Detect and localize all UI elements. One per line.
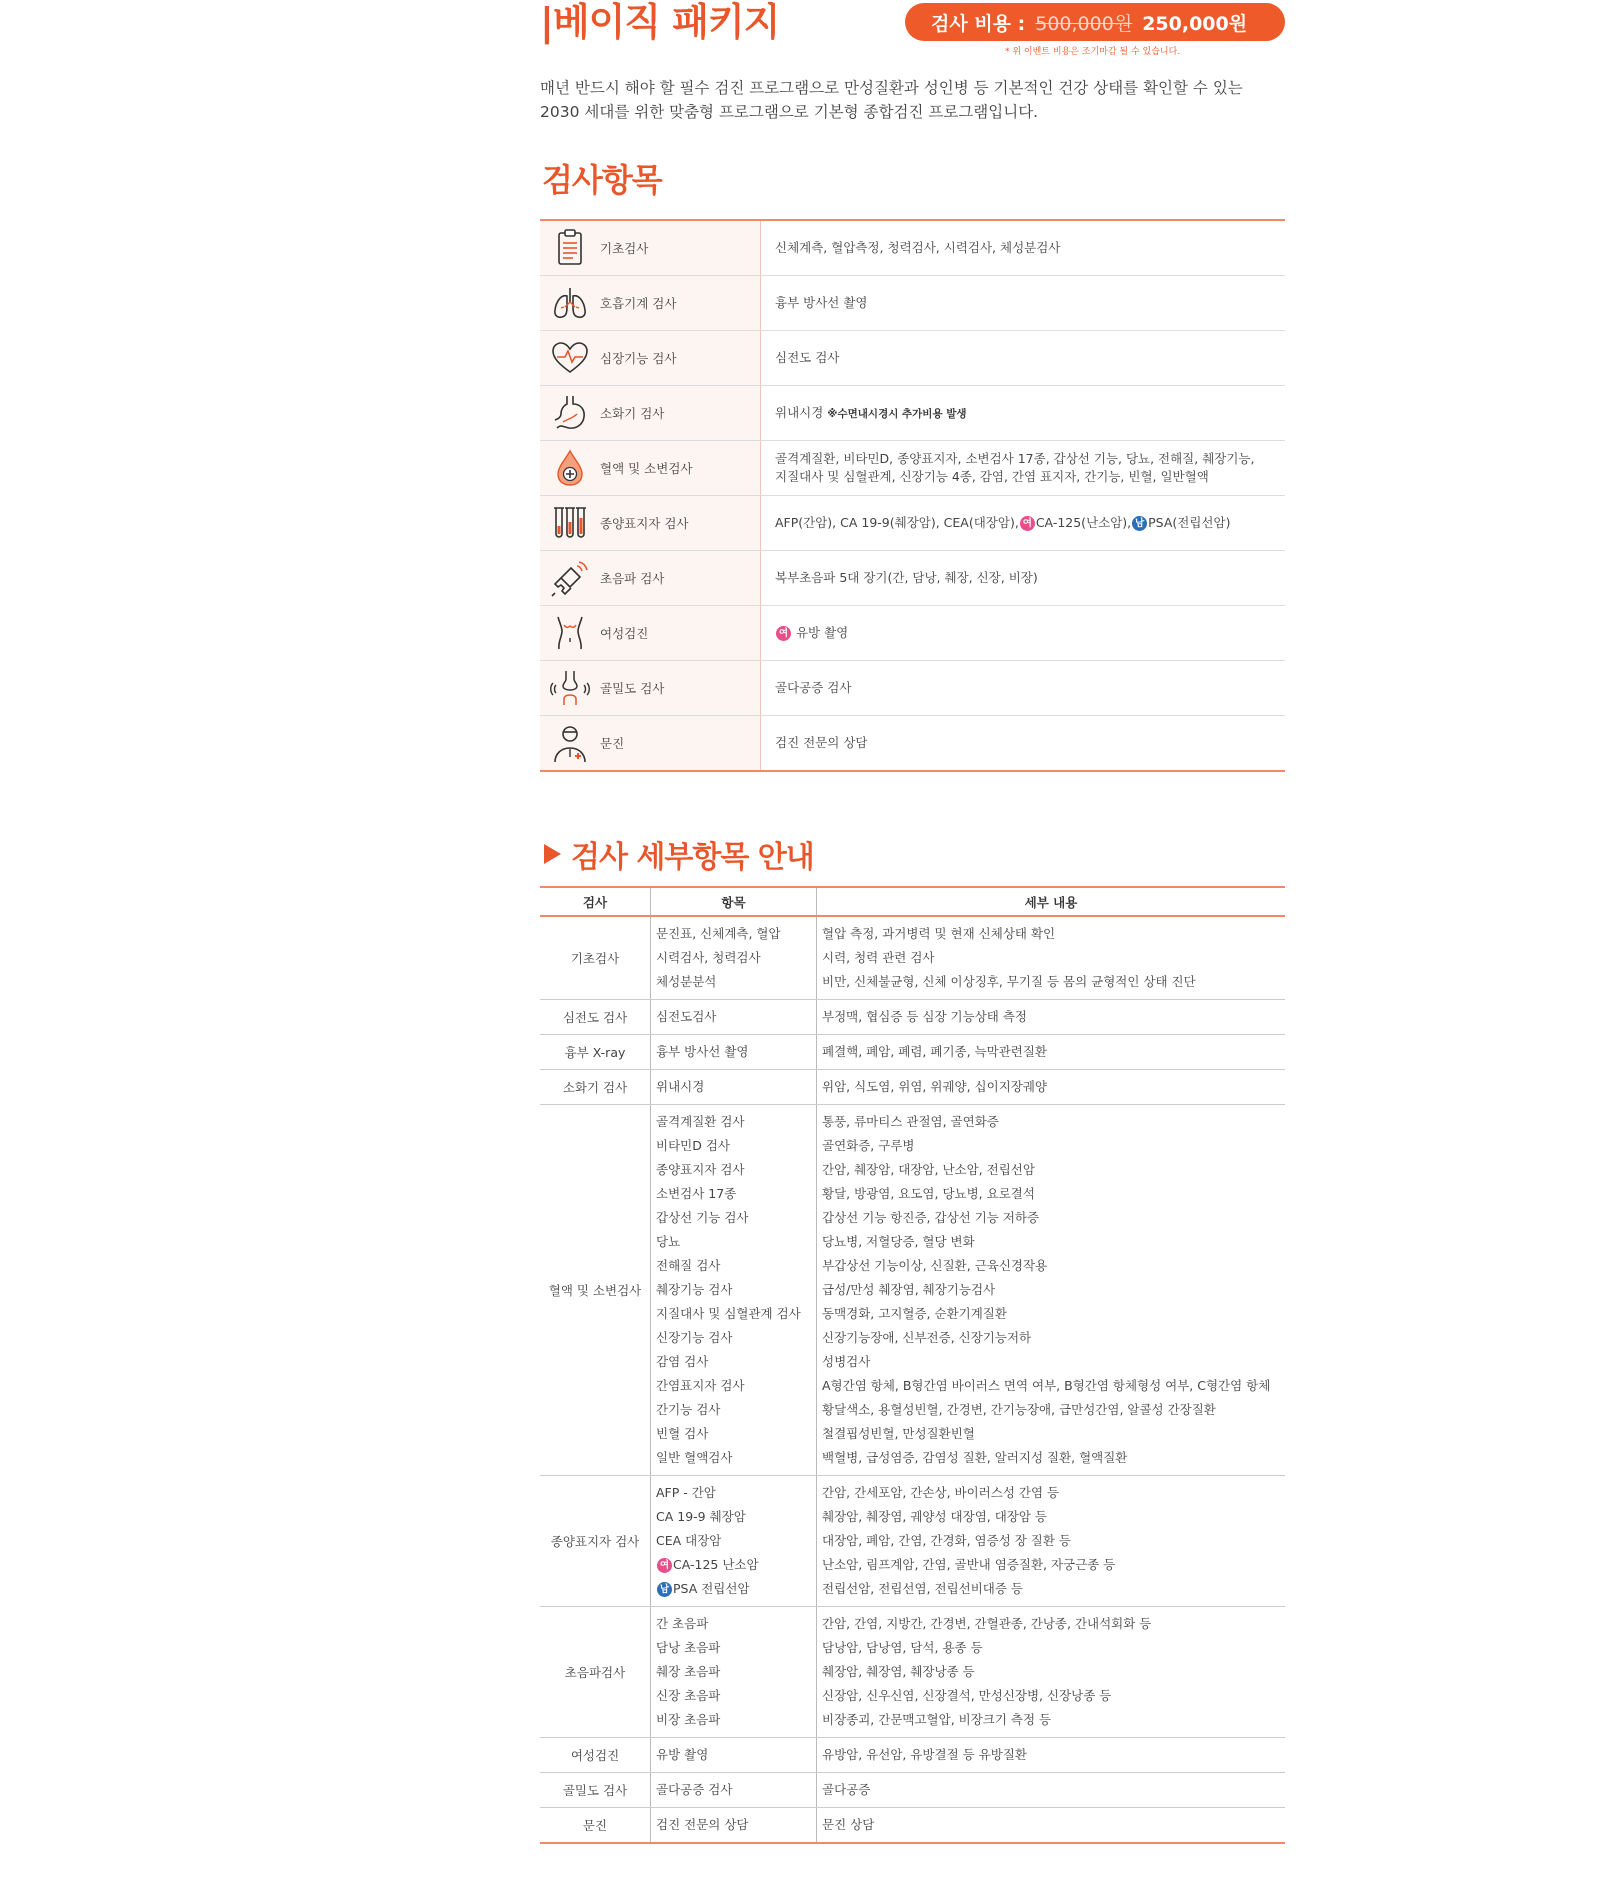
male-badge: 남 <box>657 1582 672 1597</box>
summary-exam-desc <box>761 331 1286 386</box>
bone-joint-icon <box>549 667 591 709</box>
detail-item <box>656 1350 811 1374</box>
lungs-icon <box>549 282 591 324</box>
detail-item <box>656 1374 811 1398</box>
detail-category: 심전도 검사 <box>540 1000 651 1035</box>
detail-items <box>651 1808 817 1844</box>
detail-item <box>656 1398 811 1422</box>
female-badge: 여 <box>1020 516 1035 531</box>
detail-items <box>651 1070 817 1105</box>
detail-description: 폐결핵, 폐암, 폐렴, 폐기종, 늑막관련질환 <box>822 1044 1047 1059</box>
summary-exam-desc <box>761 551 1286 606</box>
detail-row <box>540 1070 1285 1105</box>
detail-description: 황달색소, 용혈성빈혈, 간경변, 간기능장애, 급만성간염, 알콜성 간장질환 <box>822 1402 1216 1417</box>
detail-item-text: 췌장기능 검사 <box>656 1282 733 1297</box>
detail-description: 골연화증, 구루병 <box>822 1138 915 1153</box>
desc-text: 골다공증 검사 <box>775 680 852 695</box>
detail-item-text: 시력검사, 청력검사 <box>656 950 761 965</box>
test-tubes-icon <box>549 502 591 544</box>
doctor-icon <box>549 722 591 764</box>
detail-description: 백혈병, 급성염증, 감염성 질환, 알러지성 질환, 혈액질환 <box>822 1450 1128 1465</box>
desc-text: 복부초음파 5대 장기(간, 담낭, 췌장, 신장, 비장) <box>775 570 1038 585</box>
detail-item <box>656 1206 811 1230</box>
summary-icon-cell <box>540 220 600 276</box>
detail-item <box>656 1005 811 1029</box>
detail-item <box>656 1278 811 1302</box>
summary-exam-desc <box>761 496 1286 551</box>
detail-description: 철결핍성빈혈, 만성질환빈혈 <box>822 1426 975 1441</box>
detail-category: 혈액 및 소변검사 <box>540 1105 651 1476</box>
desc-male: PSA(전립선암) <box>1148 515 1231 530</box>
detail-row <box>540 1035 1285 1070</box>
detail-item-text: PSA 전립선암 <box>673 1581 750 1596</box>
desc-text: 위내시경 <box>775 404 824 420</box>
detail-item <box>656 1636 811 1660</box>
detail-description: 신장기능장애, 신부전증, 신장기능저하 <box>822 1330 1032 1345</box>
detail-item-text: 전해질 검사 <box>656 1258 721 1273</box>
detail-item <box>656 1040 811 1064</box>
detail-description: 난소암, 림프계암, 간염, 골반내 염증질환, 자궁근종 등 <box>822 1557 1116 1572</box>
detail-item-text: CEA 대장암 <box>656 1533 722 1548</box>
detail-item-text: 문진표, 신체계측, 혈압 <box>656 926 781 941</box>
header-category: 검사 <box>540 887 651 916</box>
summary-icon-cell <box>540 331 600 386</box>
header-items: 항목 <box>651 887 817 916</box>
detail-description: 간암, 간염, 지방간, 간경변, 간혈관종, 간낭종, 간내석회화 등 <box>822 1616 1152 1631</box>
detail-description: 췌장암, 췌장염, 궤양성 대장염, 대장암 등 <box>822 1509 1047 1524</box>
detail-item-text: 유방 촬영 <box>656 1747 709 1762</box>
detail-item-text: 감염 검사 <box>656 1354 709 1369</box>
desc-text-2: 지질대사 및 심혈관계, 신장기능 4종, 감염, 간염 표지자, 간기능, 빈혈, 일반혈액 <box>775 469 1209 484</box>
detail-category: 종양표지자 검사 <box>540 1476 651 1607</box>
detail-item <box>656 1505 811 1529</box>
detail-header-row <box>540 887 1285 916</box>
detail-item-text: CA 19-9 췌장암 <box>656 1509 746 1524</box>
detail-table <box>540 886 1285 1844</box>
detail-item-text: 담낭 초음파 <box>656 1640 721 1655</box>
detail-description: 간암, 췌장암, 대장암, 난소암, 전립선암 <box>822 1162 1035 1177</box>
detail-item <box>656 1158 811 1182</box>
detail-description: 간암, 간세포암, 간손상, 바이러스성 간염 등 <box>822 1485 1060 1500</box>
detail-row <box>540 916 1285 1000</box>
summary-row <box>540 716 1285 772</box>
desc-text: 유방 촬영 <box>795 625 849 640</box>
summary-row <box>540 496 1285 551</box>
summary-exam-name: 골밀도 검사 <box>600 661 761 716</box>
detail-items <box>651 1738 817 1773</box>
summary-exam-name: 기초검사 <box>600 220 761 276</box>
detail-row <box>540 1808 1285 1844</box>
detail-item <box>656 1813 811 1837</box>
summary-exam-name: 혈액 및 소변검사 <box>600 441 761 496</box>
detail-description: 비만, 신체불균형, 신체 이상징후, 무기질 등 몸의 균형적인 상태 진단 <box>822 974 1196 989</box>
detail-descriptions <box>817 1035 1286 1070</box>
detail-description: A형간염 항체, B형간염 바이러스 면역 여부, B형간염 항체형성 여부, C형간염 항체 <box>822 1378 1271 1393</box>
detail-item <box>656 1254 811 1278</box>
detail-description: 급성/만성 췌장염, 췌장기능검사 <box>822 1282 996 1297</box>
detail-descriptions <box>817 1070 1286 1105</box>
desc-text: 흉부 방사선 촬영 <box>775 295 868 310</box>
detail-item-text: CA-125 난소암 <box>673 1557 759 1572</box>
detail-item-text: 비타민D 검사 <box>656 1138 730 1153</box>
detail-description: 당뇨병, 저혈당증, 혈당 변화 <box>822 1234 975 1249</box>
detail-row <box>540 1000 1285 1035</box>
summary-exam-desc <box>761 661 1286 716</box>
detail-description: 위암, 식도염, 위염, 위궤양, 십이지장궤양 <box>822 1079 1047 1094</box>
summary-row <box>540 606 1285 661</box>
desc-text: 심전도 검사 <box>775 350 840 365</box>
summary-row <box>540 551 1285 606</box>
desc-text: 신체계측, 혈압측정, 청력검사, 시력검사, 체성분검사 <box>775 240 1061 255</box>
detail-row <box>540 1773 1285 1808</box>
detail-description: 골다공증 <box>822 1782 871 1797</box>
detail-item-text: 흉부 방사선 촬영 <box>656 1044 749 1059</box>
detail-item <box>656 1778 811 1802</box>
summary-exam-desc <box>761 716 1286 772</box>
detail-item-text: AFP - 간암 <box>656 1485 716 1500</box>
summary-exam-desc <box>761 276 1286 331</box>
summary-exam-name: 소화기 검사 <box>600 386 761 441</box>
detail-category: 흉부 X-ray <box>540 1035 651 1070</box>
triangle-bullet-icon <box>544 844 561 864</box>
detail-description: 췌장암, 췌장염, 췌장낭종 등 <box>822 1664 975 1679</box>
detail-item <box>656 946 811 970</box>
ultrasound-probe-icon <box>549 557 591 599</box>
summary-exam-desc <box>761 220 1286 276</box>
summary-icon-cell <box>540 496 600 551</box>
detail-descriptions <box>817 1000 1286 1035</box>
clipboard-icon <box>549 227 591 269</box>
detail-items <box>651 1773 817 1808</box>
detail-category: 기초검사 <box>540 916 651 1000</box>
detail-description: 부갑상선 기능이상, 신질환, 근육신경작용 <box>822 1258 1048 1273</box>
detail-item-text: 종양표지자 검사 <box>656 1162 745 1177</box>
female-badge: 여 <box>776 626 791 641</box>
detail-description: 신장암, 신우신염, 신장결석, 만성신장병, 신장낭종 등 <box>822 1688 1112 1703</box>
detail-item-text: 췌장 초음파 <box>656 1664 721 1679</box>
summary-icon-cell <box>540 661 600 716</box>
detail-item <box>656 1684 811 1708</box>
detail-description: 성병검사 <box>822 1354 871 1369</box>
stomach-icon <box>549 392 591 434</box>
detail-title <box>544 832 814 876</box>
detail-descriptions <box>817 916 1286 1000</box>
summary-icon-cell <box>540 716 600 772</box>
detail-items <box>651 1000 817 1035</box>
summary-row <box>540 441 1285 496</box>
detail-row <box>540 1738 1285 1773</box>
detail-item-text: 신장기능 검사 <box>656 1330 733 1345</box>
detail-category: 초음파검사 <box>540 1607 651 1738</box>
detail-category: 문진 <box>540 1808 651 1844</box>
summary-exam-name: 초음파 검사 <box>600 551 761 606</box>
detail-descriptions <box>817 1773 1286 1808</box>
detail-item-text: 간기능 검사 <box>656 1402 721 1417</box>
male-badge: 남 <box>1132 516 1147 531</box>
summary-icon-cell <box>540 386 600 441</box>
female-body-icon <box>549 612 591 654</box>
detail-items <box>651 1476 817 1607</box>
detail-item <box>656 970 811 994</box>
detail-item <box>656 1577 811 1601</box>
price-label: 검사 비용 : <box>931 12 1026 35</box>
detail-description: 황달, 방광염, 요도염, 당뇨병, 요로결석 <box>822 1186 1035 1201</box>
summary-exam-desc <box>761 606 1286 661</box>
detail-item <box>656 1529 811 1553</box>
detail-description: 동맥경화, 고지혈증, 순환기계질환 <box>822 1306 1007 1321</box>
detail-item <box>656 1553 811 1577</box>
summary-title: 검사항목 <box>542 161 662 199</box>
detail-descriptions <box>817 1476 1286 1607</box>
summary-exam-desc <box>761 386 1286 441</box>
detail-description: 갑상선 기능 항진증, 갑상선 기능 저하증 <box>822 1210 1040 1225</box>
price-badge <box>905 3 1285 41</box>
detail-item-text: 갑상선 기능 검사 <box>656 1210 749 1225</box>
detail-row <box>540 1476 1285 1607</box>
detail-item-text: 신장 초음파 <box>656 1688 721 1703</box>
detail-item <box>656 1708 811 1732</box>
price-old: 500,000원 <box>1035 12 1133 35</box>
detail-row <box>540 1607 1285 1738</box>
detail-description: 전립선암, 전립선염, 전립선비대증 등 <box>822 1581 1023 1596</box>
detail-item <box>656 1134 811 1158</box>
detail-description: 담낭암, 담낭염, 담석, 용종 등 <box>822 1640 983 1655</box>
summary-table <box>540 219 1285 772</box>
summary-icon-cell <box>540 441 600 496</box>
detail-item <box>656 1182 811 1206</box>
detail-row <box>540 1105 1285 1476</box>
detail-item <box>656 1075 811 1099</box>
detail-item-text: 비장 초음파 <box>656 1712 721 1727</box>
detail-item-text: 일반 혈액검사 <box>656 1450 733 1465</box>
detail-descriptions <box>817 1105 1286 1476</box>
detail-description: 부정맥, 협심증 등 심장 기능상태 측정 <box>822 1009 1027 1024</box>
summary-icon-cell <box>540 606 600 661</box>
summary-exam-name: 문진 <box>600 716 761 772</box>
blood-drop-icon <box>549 447 591 489</box>
detail-items <box>651 1105 817 1476</box>
package-header <box>540 0 1285 60</box>
summary-row <box>540 331 1285 386</box>
detail-item-text: 심전도검사 <box>656 1009 717 1024</box>
summary-icon-cell <box>540 276 600 331</box>
summary-exam-name: 종양표지자 검사 <box>600 496 761 551</box>
detail-item-text: 간염표지자 검사 <box>656 1378 745 1393</box>
detail-item-text: 골격계질환 검사 <box>656 1114 745 1129</box>
package-title: |베이직 패키지 <box>540 0 780 44</box>
summary-exam-name: 심장기능 검사 <box>600 331 761 386</box>
detail-item-text: 지질대사 및 심혈관계 검사 <box>656 1306 801 1321</box>
detail-description: 문진 상담 <box>822 1817 875 1832</box>
detail-description: 비장종괴, 간문맥고혈압, 비장크기 측정 등 <box>822 1712 1052 1727</box>
detail-title-text: 검사 세부항목 안내 <box>571 840 814 875</box>
summary-row <box>540 386 1285 441</box>
desc-female: CA-125(난소암), <box>1035 515 1132 530</box>
summary-exam-desc <box>761 441 1286 496</box>
summary-row <box>540 220 1285 276</box>
detail-item-text: 빈혈 검사 <box>656 1426 709 1441</box>
detail-item-text: 소변검사 17종 <box>656 1186 737 1201</box>
detail-descriptions <box>817 1738 1286 1773</box>
desc-text: 골격계질환, 비타민D, 종양표지자, 소변검사 17종, 갑상선 기능, 당뇨, 전해질, 췌장기능, <box>775 451 1255 466</box>
detail-item <box>656 1230 811 1254</box>
detail-category: 골밀도 검사 <box>540 1773 651 1808</box>
detail-item <box>656 1612 811 1636</box>
detail-item-text: 체성분분석 <box>656 974 717 989</box>
header-details: 세부 내용 <box>817 887 1286 916</box>
detail-descriptions <box>817 1607 1286 1738</box>
detail-item-text: 검진 전문의 상담 <box>656 1817 749 1832</box>
detail-item <box>656 1446 811 1470</box>
summary-icon-cell <box>540 551 600 606</box>
detail-item <box>656 1481 811 1505</box>
desc-note: ※수면내시경시 추가비용 발생 <box>827 407 967 420</box>
desc-text: AFP(간암), CA 19-9(췌장암), CEA(대장암), <box>775 515 1019 530</box>
detail-item <box>656 922 811 946</box>
detail-description: 통풍, 류마티스 관절염, 골연화증 <box>822 1114 999 1129</box>
detail-category: 여성검진 <box>540 1738 651 1773</box>
detail-item <box>656 1743 811 1767</box>
detail-description: 유방암, 유선암, 유방결절 등 유방질환 <box>822 1747 1027 1762</box>
summary-row <box>540 661 1285 716</box>
detail-items <box>651 916 817 1000</box>
package-page <box>540 0 1285 1833</box>
detail-item <box>656 1110 811 1134</box>
price-note: * 위 이벤트 비용은 조기마감 될 수 있습니다. <box>1005 47 1181 57</box>
detail-item-text: 골다공증 검사 <box>656 1782 733 1797</box>
detail-item <box>656 1422 811 1446</box>
detail-item <box>656 1326 811 1350</box>
detail-item-text: 당뇨 <box>656 1234 681 1249</box>
detail-items <box>651 1035 817 1070</box>
detail-descriptions <box>817 1808 1286 1844</box>
detail-item <box>656 1660 811 1684</box>
desc-text: 검진 전문의 상담 <box>775 735 868 750</box>
package-intro: 매년 반드시 해야 할 필수 검진 프로그램으로 만성질환과 성인병 등 기본적인 건강 상태를 확인할 수 있는 2030 세대를 위한 맞춤형 프로그램으로 기본형 종합검진 프로그램입니다. <box>540 79 1243 121</box>
detail-category: 소화기 검사 <box>540 1070 651 1105</box>
summary-exam-name: 호흡기계 검사 <box>600 276 761 331</box>
detail-description: 대장암, 폐암, 간염, 간경화, 염증성 장 질환 등 <box>822 1533 1071 1548</box>
detail-item-text: 위내시경 <box>656 1079 705 1094</box>
price-new: 250,000원 <box>1142 12 1248 35</box>
detail-description: 혈압 측정, 과거병력 및 현재 신체상태 확인 <box>822 926 1056 941</box>
detail-item-text: 간 초음파 <box>656 1616 709 1631</box>
detail-description: 시력, 청력 관련 검사 <box>822 950 935 965</box>
summary-row <box>540 276 1285 331</box>
female-badge: 여 <box>657 1558 672 1573</box>
summary-exam-name: 여성검진 <box>600 606 761 661</box>
detail-item <box>656 1302 811 1326</box>
detail-items <box>651 1607 817 1738</box>
heart-pulse-icon <box>549 337 591 379</box>
